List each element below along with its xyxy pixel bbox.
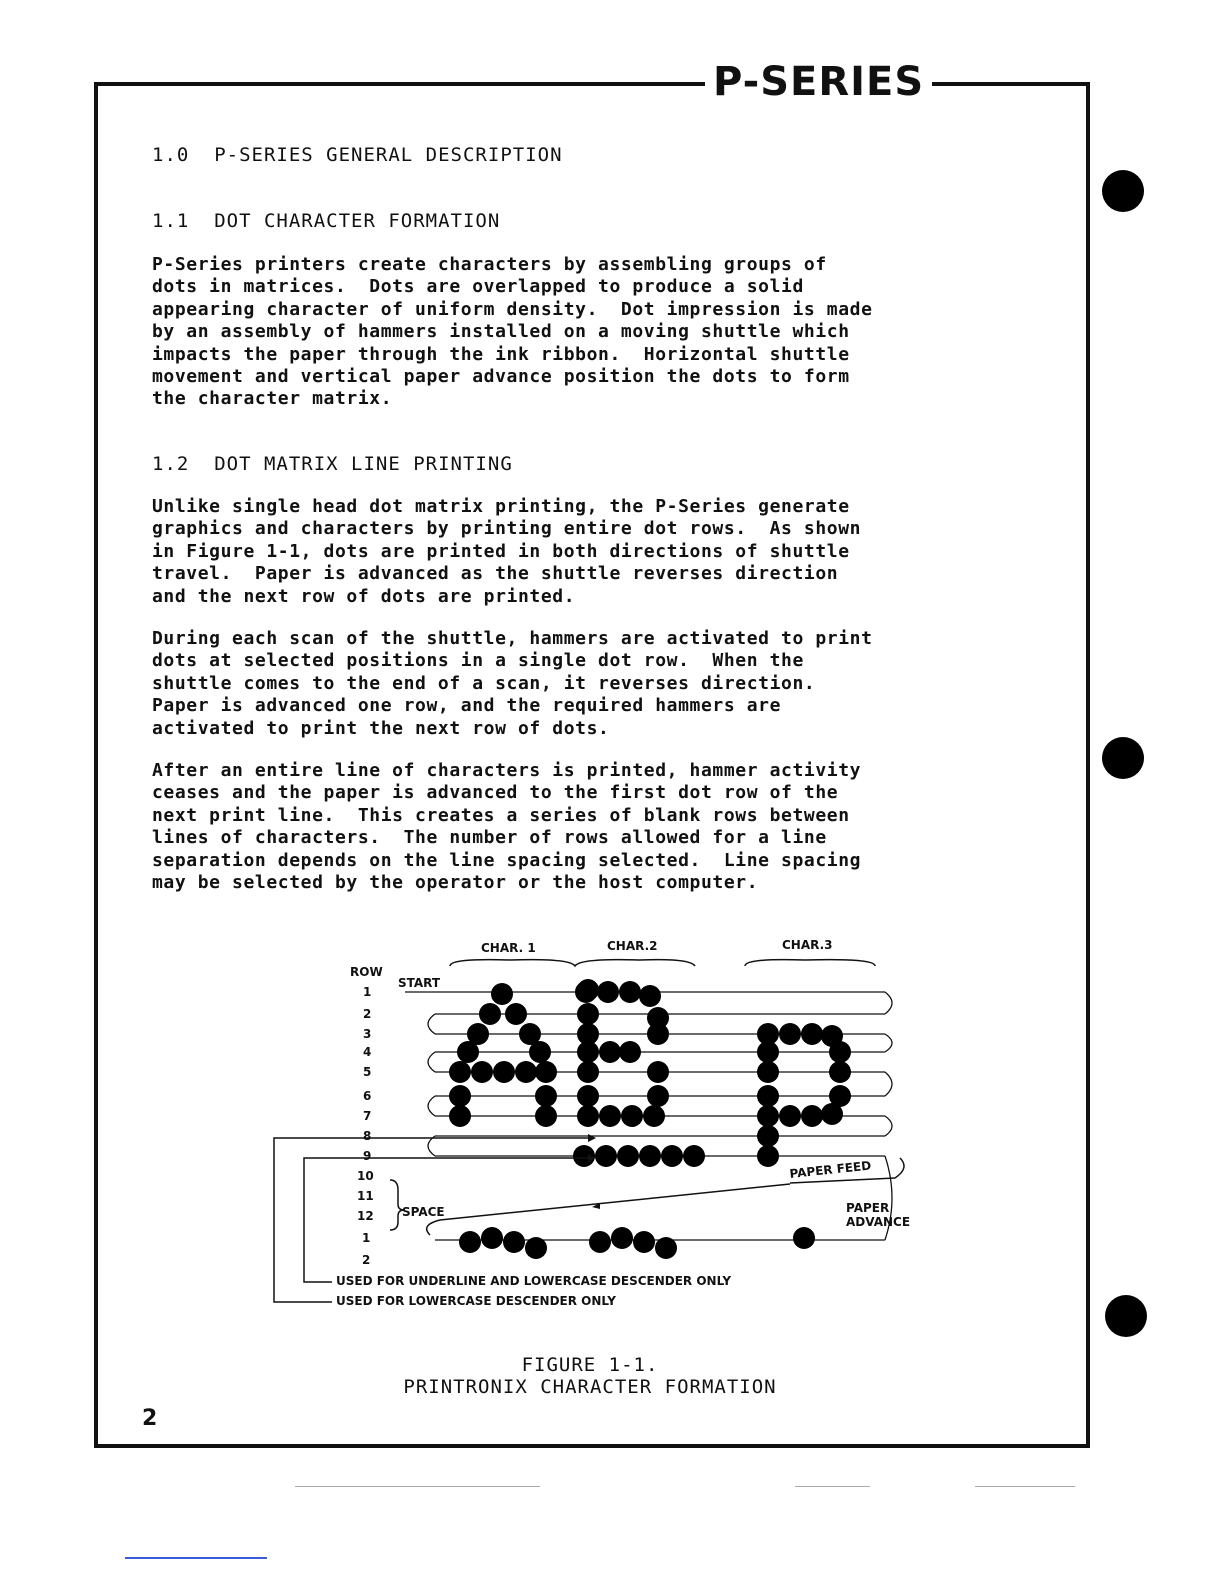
paragraph-line-printing-1: Unlike single head dot matrix printing, the P-Series generate graphics and characters by printing entire dot rows. As shown in Figure 1-1, dots are printed in both directions of shuttle travel. Paper is advanced as the shuttle reverses direction and the next row of dots are printed. <box>152 496 862 607</box>
paragraph-dot-character-formation: P-Series printers create characters by assembling groups of dots in matrices. Dots are overlapped to produce a solid appearing character of uniform density. Dot impression is made by an assembly of hammers installed on a moving shuttle which impacts the paper through the ink ribbon. Horizontal shuttle movement and vertical paper advance position the dots to form the character matrix. <box>152 254 873 410</box>
section-number: 1.1 <box>152 210 190 232</box>
section-title: P-SERIES GENERAL DESCRIPTION <box>214 144 563 166</box>
section-heading-1-0 <box>152 144 563 166</box>
print-dot <box>757 1105 779 1127</box>
row-numbers <box>357 985 374 1267</box>
binder-hole-top <box>1102 170 1144 212</box>
print-dot <box>801 1105 823 1127</box>
print-dot <box>577 1061 599 1083</box>
print-dot <box>589 1231 611 1253</box>
print-dot <box>617 1145 639 1167</box>
row-number: 1 <box>362 1231 371 1245</box>
row-number: 3 <box>363 1027 372 1041</box>
print-dot <box>535 1105 557 1127</box>
shuttle-reverse-curve <box>885 1116 892 1136</box>
paper-feed-return-path <box>427 1184 790 1235</box>
row-number: 8 <box>363 1129 372 1143</box>
print-dot <box>459 1231 481 1253</box>
descender-arrow <box>588 1134 596 1142</box>
print-dot <box>481 1227 503 1249</box>
print-dot <box>577 1085 599 1107</box>
shuttle-reverse-curve <box>428 1136 435 1156</box>
print-dot <box>529 1041 551 1063</box>
print-dot <box>515 1061 537 1083</box>
row-number: 10 <box>357 1169 374 1183</box>
paragraph-line-printing-2: During each scan of the shuttle, hammers are activated to print dots at selected positions in a single dot row. When the shuttle comes to the end of a scan, it reverses direction. Paper is advanced one row, and the required hammers are activated to print the next row of dots. <box>152 628 873 739</box>
print-dot <box>757 1125 779 1147</box>
row-header-label: ROW <box>350 965 383 979</box>
shuttle-reverse-curve <box>428 1014 435 1034</box>
print-dot <box>821 1103 843 1125</box>
print-dot <box>577 1003 599 1025</box>
print-dot <box>491 983 513 1005</box>
print-dot <box>757 1085 779 1107</box>
scan-artifact <box>795 1486 870 1487</box>
paper-advance-label-2: ADVANCE <box>846 1215 911 1229</box>
char1-char2-brace <box>450 960 695 966</box>
page-number: 2 <box>142 1406 158 1431</box>
print-dot <box>647 1085 669 1107</box>
row-number: 11 <box>357 1189 374 1203</box>
character-formation-diagram <box>270 930 930 1310</box>
print-dot <box>647 1061 669 1083</box>
space-label: SPACE <box>402 1205 445 1219</box>
print-dot <box>829 1061 851 1083</box>
print-dot <box>577 979 599 1001</box>
section-number: 1.2 <box>152 453 190 475</box>
row-number: 9 <box>363 1149 372 1163</box>
print-dot <box>639 985 661 1007</box>
binder-hole-bottom <box>1105 1295 1147 1337</box>
print-dot <box>599 1105 621 1127</box>
paragraph-line-printing-3: After an entire line of characters is printed, hammer activity ceases and the paper is advanced to the first dot row of the next print line. This creates a series of blank rows between lines of characters. The number of rows allowed for a line separation depends on the line spacing selected. Line spacing may be selected by the operator or the host computer. <box>152 760 862 894</box>
print-dot <box>479 1003 501 1025</box>
scan-artifact <box>975 1486 1075 1487</box>
print-dot <box>597 981 619 1003</box>
underline-note: USED FOR UNDERLINE AND LOWERCASE DESCENDER ONLY <box>336 1274 732 1288</box>
shuttle-reverse-curve <box>885 1072 892 1096</box>
print-dot <box>577 1041 599 1063</box>
print-dot <box>449 1105 471 1127</box>
print-dot <box>655 1237 677 1259</box>
print-dot <box>757 1041 779 1063</box>
char2-label: CHAR.2 <box>607 939 658 953</box>
print-dot <box>535 1061 557 1083</box>
print-dot <box>595 1145 617 1167</box>
page-header-title: P-SERIES <box>705 56 932 108</box>
row-number: 12 <box>357 1209 374 1223</box>
paper-advance-label-1: PAPER <box>846 1201 890 1215</box>
print-dot <box>503 1231 525 1253</box>
print-dot <box>757 1145 779 1167</box>
print-dot <box>643 1105 665 1127</box>
print-dot <box>505 1003 527 1025</box>
shuttle-reverse-curve <box>885 1034 892 1052</box>
print-dot <box>647 1023 669 1045</box>
print-dot <box>449 1061 471 1083</box>
section-number: 1.0 <box>152 144 190 166</box>
print-dot <box>577 1105 599 1127</box>
row-number: 2 <box>363 1007 372 1021</box>
print-dot <box>619 1041 641 1063</box>
section-title: DOT CHARACTER FORMATION <box>214 210 501 232</box>
print-dot <box>793 1227 815 1249</box>
print-dot <box>599 1041 621 1063</box>
char3-label: CHAR.3 <box>782 938 833 952</box>
descender-note: USED FOR LOWERCASE DESCENDER ONLY <box>336 1294 616 1308</box>
char3-brace <box>745 960 875 966</box>
print-dot <box>829 1041 851 1063</box>
print-dot <box>661 1145 683 1167</box>
section-title: DOT MATRIX LINE PRINTING <box>214 453 513 475</box>
print-dot <box>779 1105 801 1127</box>
figure-caption-title: PRINTRONIX CHARACTER FORMATION <box>403 1376 777 1398</box>
shuttle-reverse-curve <box>428 1052 435 1072</box>
print-dot <box>449 1085 471 1107</box>
row-number: 2 <box>362 1253 371 1267</box>
print-dot <box>535 1085 557 1107</box>
print-dot <box>779 1023 801 1045</box>
scan-artifact <box>295 1486 540 1487</box>
section-heading-1-2 <box>152 453 513 475</box>
paper-feed-label: PAPER FEED <box>788 1158 872 1181</box>
print-dot <box>457 1041 479 1063</box>
figure-character-formation <box>270 930 930 1310</box>
print-dot <box>683 1145 705 1167</box>
row-number: 5 <box>363 1065 372 1079</box>
scan-link-underline <box>125 1557 267 1559</box>
row-number: 7 <box>363 1109 372 1123</box>
start-label: START <box>398 976 441 990</box>
section-heading-1-1 <box>152 210 500 232</box>
print-dot <box>621 1105 643 1127</box>
char1-label: CHAR. 1 <box>481 941 536 955</box>
print-dot <box>633 1231 655 1253</box>
print-dot <box>471 1061 493 1083</box>
row-number: 1 <box>363 985 372 999</box>
row-number: 6 <box>363 1089 372 1103</box>
row-number: 4 <box>363 1045 372 1059</box>
shuttle-reverse-curve <box>885 992 892 1014</box>
print-dot <box>757 1061 779 1083</box>
print-dot <box>619 981 641 1003</box>
print-dot <box>801 1023 823 1045</box>
character-dots <box>449 979 851 1259</box>
print-dot <box>611 1227 633 1249</box>
binder-hole-middle <box>1102 737 1144 779</box>
figure-caption-number: FIGURE 1-1. <box>521 1354 659 1376</box>
print-dot <box>525 1237 547 1259</box>
print-dot <box>493 1061 515 1083</box>
shuttle-reverse-curve <box>428 1096 435 1116</box>
print-dot <box>639 1145 661 1167</box>
